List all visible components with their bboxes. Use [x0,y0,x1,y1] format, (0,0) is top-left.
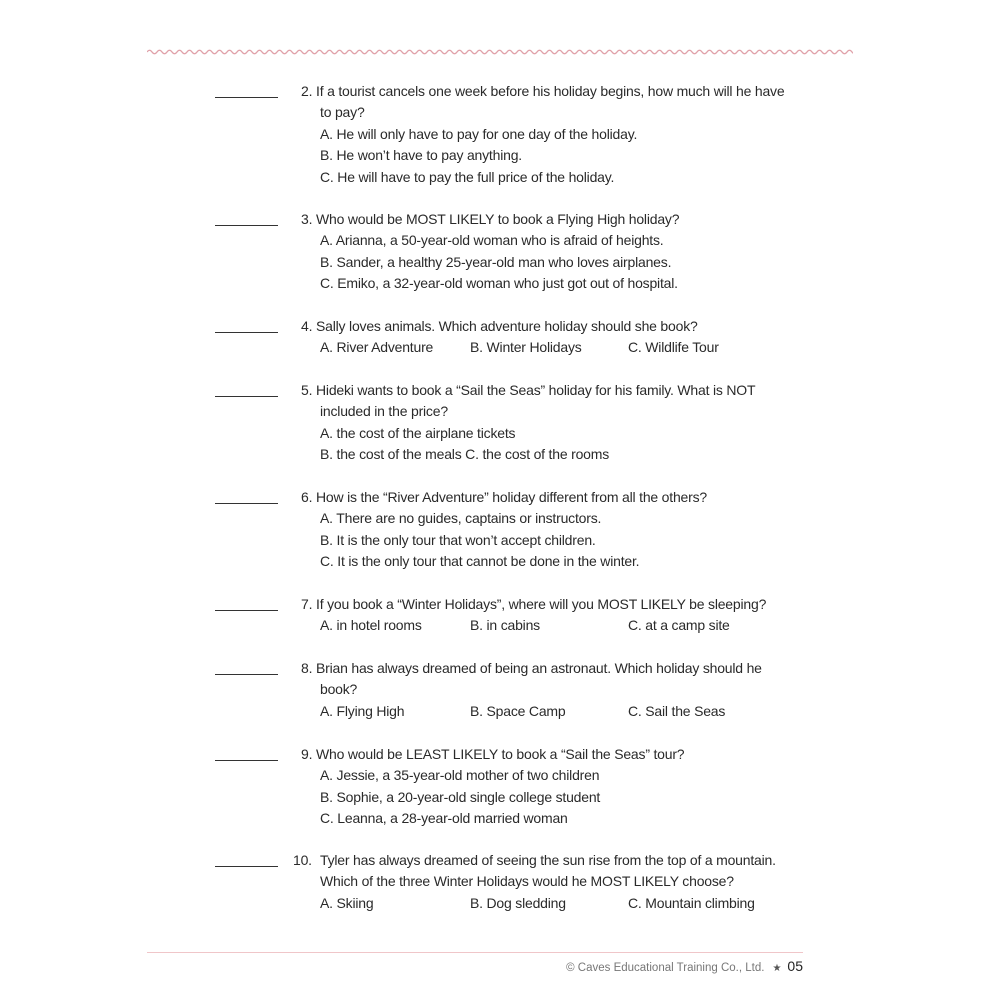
answer-option: A. He will only have to pay for one day of the holiday. [320,125,638,142]
question-stem: book? [320,681,358,698]
answer-blank[interactable] [215,674,278,675]
question-stem: included in the price? [320,403,448,420]
page-number: 05 [787,958,803,974]
answer-option: B. Sander, a healthy 25-year-old man who loves airplanes. [320,253,672,270]
answer-blank[interactable] [215,866,278,867]
question-number: 4. [301,318,313,334]
answer-option: C. It is the only tour that cannot be done in the winter. [320,553,640,570]
answer-option: A. Arianna, a 50-year-old woman who is afraid of heights. [320,232,664,249]
question-stem: Which of the three Winter Holidays would he MOST LIKELY choose? [320,873,734,890]
question-number: 5. [301,382,313,398]
answer-option: A. Skiing [320,894,374,911]
answer-option: A. River Adventure [320,339,434,356]
answer-option: A. the cost of the airplane tickets [320,424,516,441]
answer-option: C. at a camp site [628,617,730,634]
question-number: 10. [293,852,312,868]
question-stem: Who would be MOST LIKELY to book a Flying High holiday? [316,211,680,227]
question-stem: Who would be LEAST LIKELY to book a “Sail the Seas” tour? [316,746,685,762]
question-stem: Sally loves animals. Which adventure holiday should she book? [316,318,698,334]
answer-blank[interactable] [215,97,278,98]
answer-blank[interactable] [215,610,278,611]
answer-option: B. Dog sledding [470,894,566,911]
answer-option: B. in cabins [470,617,540,634]
answer-blank[interactable] [215,225,278,226]
answer-option: C. Leanna, a 28-year-old married woman [320,810,568,827]
question-stem: How is the “River Adventure” holiday different from all the others? [316,489,707,505]
copyright-text: © Caves Educational Training Co., Ltd. [566,962,765,974]
answer-option: B. He won’t have to pay anything. [320,147,522,164]
answer-option: C. Sail the Seas [628,702,726,719]
answer-option: C. Emiko, a 32-year-old woman who just got out of hospital. [320,275,678,292]
answer-option: B. the cost of the meals C. the cost of the rooms [320,446,610,463]
question-number: 9. [301,746,313,762]
answer-option: C. Mountain climbing [628,894,755,911]
answer-option: A. Jessie, a 35-year-old mother of two children [320,767,600,784]
answer-option: B. Space Camp [470,702,566,719]
answer-option: A. There are no guides, captains or instructors. [320,510,602,527]
page-footer [566,958,803,974]
question-number: 3. [301,211,313,227]
answer-option: A. in hotel rooms [320,617,422,634]
answer-option: B. Sophie, a 20-year-old single college student [320,788,601,805]
answer-option: A. Flying High [320,702,405,719]
question-number: 7. [301,596,313,612]
answer-option: B. It is the only tour that won’t accept children. [320,531,596,548]
decorative-wavy-divider [147,46,853,58]
question-stem: If you book a “Winter Holidays”, where will you MOST LIKELY be sleeping? [316,596,767,612]
answer-blank[interactable] [215,760,278,761]
footer-divider [147,952,803,953]
answer-blank[interactable] [215,503,278,504]
question-number: 2. [301,83,313,99]
answer-option: C. He will have to pay the full price of the holiday. [320,168,615,185]
answer-blank[interactable] [215,332,278,333]
question-stem: Tyler has always dreamed of seeing the sun rise from the top of a mountain. [320,852,776,868]
question-stem: Brian has always dreamed of being an astronaut. Which holiday should he [316,660,762,676]
question-stem: If a tourist cancels one week before his holiday begins, how much will he have [316,83,785,99]
answer-blank[interactable] [215,396,278,397]
question-number: 8. [301,660,313,676]
answer-option: C. Wildlife Tour [628,339,719,356]
question-stem: to pay? [320,104,365,121]
question-number: 6. [301,489,313,505]
answer-option: B. Winter Holidays [470,339,582,356]
star-icon: ★ [772,963,782,974]
question-stem: Hideki wants to book a “Sail the Seas” holiday for his family. What is NOT [316,382,756,398]
